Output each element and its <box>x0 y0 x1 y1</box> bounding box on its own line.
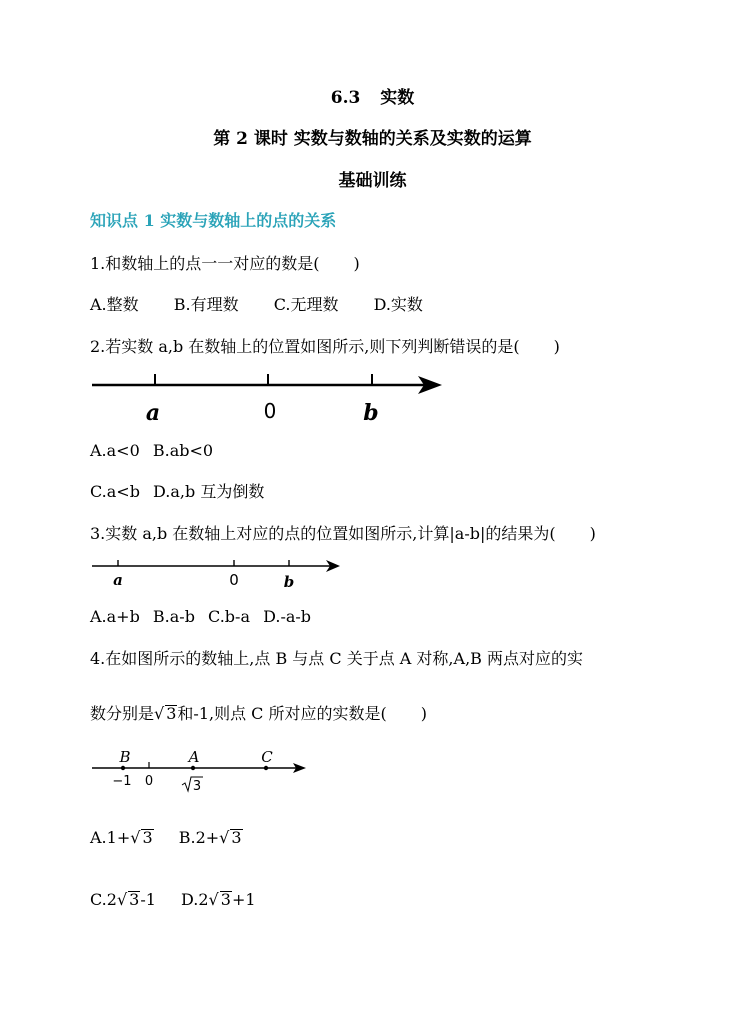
knowledge-point-heading: 知识点 1 实数与数轴上的点的关系 <box>90 211 337 230</box>
q4-option-c-label: C.2 <box>90 890 117 909</box>
q4-option-d-tail: +1 <box>231 890 256 909</box>
q2-label-a: a <box>145 400 161 426</box>
q4-sqrt-radicand: 3 <box>166 704 177 723</box>
q4-option-a[interactable] <box>90 828 154 848</box>
q4-option-b-radicand: 3 <box>231 828 242 847</box>
q4-stem-text-b: 和-1,则点 C 所对应的实数是( <box>177 704 387 723</box>
q1-close-paren: ) <box>353 254 360 273</box>
q4-sqrt: √ 3 <box>154 704 177 723</box>
q4-option-b-sqrt: √ 3 <box>219 828 242 847</box>
q4-option-d-label: D.2 <box>181 890 209 909</box>
q1-stem-text: 1.和数轴上的点一一对应的数是( <box>90 254 320 273</box>
q4-label-B: B <box>119 748 131 766</box>
q1-option-b[interactable]: B.有理数 <box>173 295 239 314</box>
q4-option-a-radicand: 3 <box>142 828 153 847</box>
q4-label-A: A <box>188 748 200 766</box>
q3-stem-text: 3.实数 a,b 在数轴上对应的点的位置如图所示,计算|a-b|的结果为( <box>90 524 556 543</box>
q4-option-a-label: A.1+ <box>90 828 131 847</box>
q3-close-paren: ) <box>589 524 596 543</box>
q4-options-row2 <box>90 890 256 910</box>
q4-option-d-sqrt: √ 3 <box>208 890 231 909</box>
q4-label-C: C <box>261 748 273 766</box>
q1-option-a[interactable]: A.整数 <box>90 295 139 314</box>
q3-option-d[interactable]: D.-a-b <box>263 607 312 626</box>
q4-tick-label-neg1: −1 <box>112 774 132 789</box>
q4-option-d[interactable] <box>181 890 256 910</box>
q3-option-c[interactable]: C.b-a <box>208 607 250 626</box>
q4-option-b-label: B.2+ <box>178 828 220 847</box>
q4-option-c-tail: -1 <box>140 890 156 909</box>
q2-option-d[interactable]: D.a,b 互为倒数 <box>153 482 265 501</box>
q3-label-0: 0 <box>229 571 239 589</box>
lesson-title: 第 2 课时 实数与数轴的关系及实数的运算 <box>213 129 532 149</box>
q4-stem-text-a: 数分别是 <box>90 704 155 723</box>
q4-stem-line1: 4.在如图所示的数轴上,点 B 与点 C 关于点 A 对称,A,B 两点对应的实 <box>90 649 583 668</box>
q4-close-paren: ) <box>420 704 427 723</box>
section-number: 6.3 <box>330 88 361 108</box>
q4-point-c <box>264 766 268 770</box>
q1-option-c[interactable]: C.无理数 <box>273 295 339 314</box>
q4-option-b[interactable] <box>179 828 243 848</box>
q3-label-a: a <box>113 571 123 589</box>
q2-close-paren: ) <box>553 337 560 356</box>
q4-tick-label-0: 0 <box>144 774 154 789</box>
q2-label-0: 0 <box>263 399 277 423</box>
q4-option-a-sqrt: √ 3 <box>130 828 153 847</box>
q2-stem-text: 2.若实数 a,b 在数轴上的位置如图所示,则下列判断错误的是( <box>90 337 520 356</box>
q4-option-c-radicand: 3 <box>129 890 140 909</box>
q4-point-a <box>191 766 195 770</box>
q4-option-c[interactable] <box>90 890 156 910</box>
q2-option-b[interactable]: B.ab<0 <box>152 441 214 460</box>
q3-label-b: b <box>283 573 295 591</box>
q4-tick-label-sqrt3: 3 <box>192 779 202 794</box>
q4-option-d-radicand: 3 <box>220 890 231 909</box>
q1-option-d[interactable]: D.实数 <box>373 295 423 314</box>
q3-option-a[interactable]: A.a+b <box>90 607 140 626</box>
q2-option-a[interactable]: A.a<0 <box>90 441 140 460</box>
q3-option-b[interactable]: B.a-b <box>152 607 195 626</box>
q4-option-c-sqrt: √ 3 <box>116 890 140 909</box>
q2-option-c[interactable]: C.a<b <box>90 482 140 501</box>
subtitle: 基础训练 <box>338 171 407 191</box>
q4-options-row1 <box>90 828 243 848</box>
section-title: 实数 <box>380 88 415 108</box>
q2-label-b: b <box>363 400 379 426</box>
q4-point-b <box>121 766 125 770</box>
